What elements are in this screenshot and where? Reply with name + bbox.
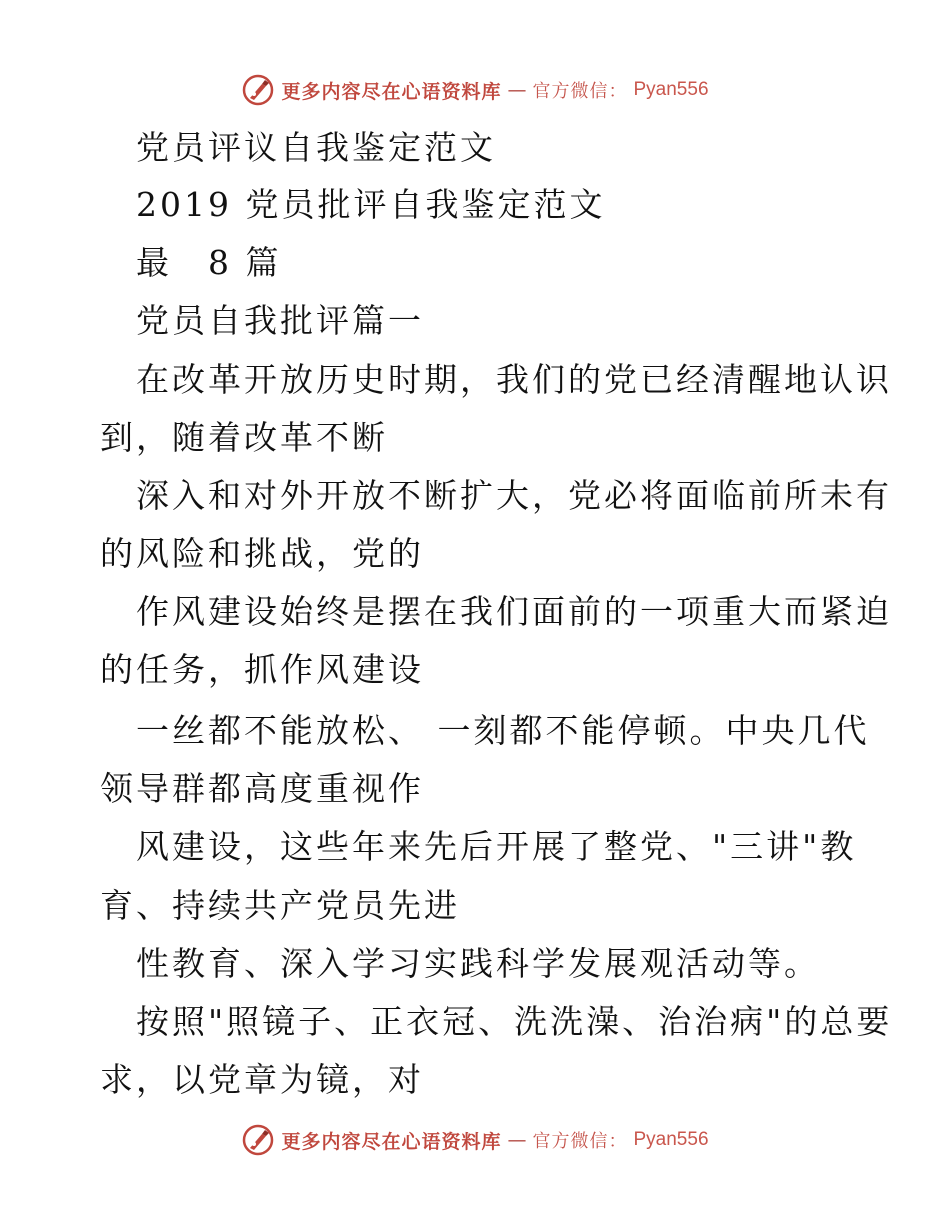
paragraph-line: 风建设，这些年来先后开展了整党、"三讲"教	[136, 827, 857, 866]
document-count: 最 8 篇	[136, 243, 282, 282]
pen-nib-icon	[241, 1123, 275, 1157]
document-subtitle: 2019 党员批评自我鉴定范文	[136, 185, 606, 224]
watermark-separator: —	[507, 1129, 527, 1151]
watermark-wechat-id: Pyan556	[633, 1129, 709, 1150]
paragraph-line: 的任务，抓作风建设	[100, 650, 424, 689]
paragraph-line: 的风险和挑战，党的	[100, 534, 424, 573]
paragraph-line: 作风建设始终是摆在我们面前的一项重大而紧迫	[136, 592, 892, 631]
watermark-text: 更多内容尽在心语资料库	[281, 80, 502, 103]
watermark-wechat-id: Pyan556	[633, 79, 709, 100]
paragraph-line: 到，随着改革不断	[100, 418, 388, 457]
watermark-text: 更多内容尽在心语资料库	[281, 1130, 502, 1153]
watermark-label: 官方微信：	[532, 81, 628, 102]
paragraph-line: 在改革开放历史时期，我们的党已经清醒地认识	[136, 360, 892, 399]
watermark-banner	[241, 1123, 708, 1157]
watermark-label: 官方微信：	[532, 1131, 628, 1152]
paragraph-line: 领导群都高度重视作	[100, 769, 424, 808]
paragraph-line: 按照"照镜子、正衣冠、洗洗澡、治治病"的总要	[136, 1002, 893, 1041]
paragraph-line: 一丝都不能放松、 一刻都不能停顿。中央几代	[136, 711, 870, 750]
document-title: 党员评议自我鉴定范文	[136, 128, 496, 167]
paragraph-line: 深入和对外开放不断扩大，党必将面临前所未有	[136, 476, 892, 515]
section-heading: 党员自我批评篇一	[136, 301, 424, 340]
footer-watermark	[0, 1120, 950, 1160]
paragraph-line: 性教育、深入学习实践科学发展观活动等。	[136, 944, 820, 983]
paragraph-line: 育、持续共产党员先进	[100, 886, 460, 925]
paragraph-line: 求，以党章为镜，对	[100, 1060, 424, 1099]
watermark-separator: —	[507, 79, 527, 101]
